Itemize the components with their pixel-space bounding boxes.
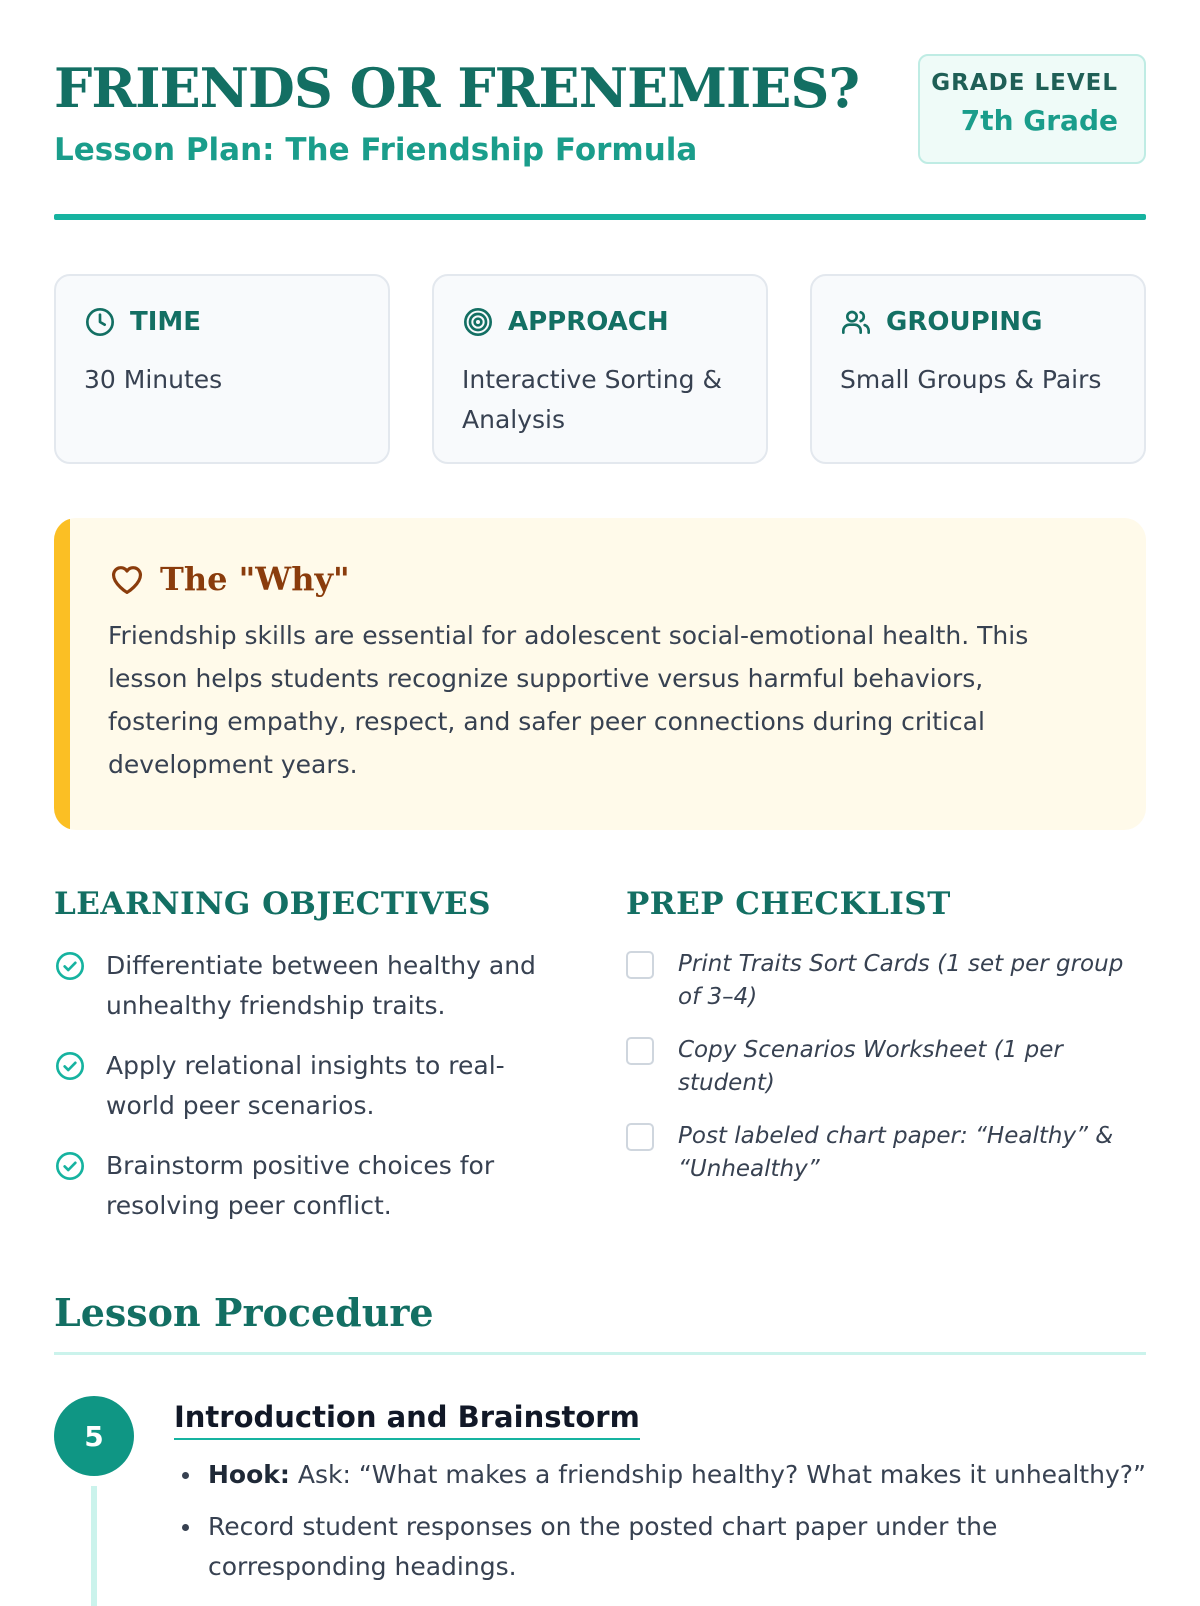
approach-card bbox=[432, 274, 768, 464]
checkbox[interactable] bbox=[626, 1123, 654, 1151]
why-box bbox=[54, 518, 1146, 830]
procedure-divider bbox=[54, 1352, 1146, 1355]
time-value: 30 Minutes bbox=[84, 365, 223, 394]
info-cards bbox=[54, 274, 1146, 464]
approach-value: Interactive Sorting & Analysis bbox=[462, 365, 722, 434]
step-items bbox=[174, 1455, 1146, 1599]
objective-item bbox=[54, 1146, 626, 1226]
grade-level-label: GRADE LEVEL bbox=[931, 70, 1118, 96]
procedure-title: Lesson Procedure bbox=[54, 1290, 434, 1335]
step-title: Introduction and Brainstorm bbox=[174, 1400, 640, 1440]
checklist-title: PREP CHECKLIST bbox=[626, 886, 951, 922]
time-label: TIME bbox=[130, 307, 202, 337]
checklist-item bbox=[626, 948, 1146, 1014]
header bbox=[54, 0, 1146, 222]
step-item: Record student responses on the posted chart paper under the corresponding headings. bbox=[174, 1507, 1146, 1587]
objectives-and-checklist bbox=[54, 886, 1146, 1246]
why-body: Friendship skills are essential for adolescent social-emotional health. This lesson helps students recognize supportive versus harmful behaviors, fostering empathy, respect, and safer peer connections during critical development years. bbox=[108, 621, 1029, 779]
objective-text: Differentiate between healthy and unhealthy friendship traits. bbox=[106, 951, 536, 1020]
hook-text: Ask: “What makes a friendship healthy? What makes it unhealthy?” bbox=[289, 1460, 1146, 1489]
prep-checklist bbox=[626, 886, 1146, 1246]
check-circle-icon bbox=[54, 1150, 86, 1182]
objective-text: Brainstorm positive choices for resolving peer conflict. bbox=[106, 1151, 495, 1220]
heart-icon bbox=[108, 560, 146, 598]
grade-level-badge bbox=[918, 54, 1146, 164]
users-icon bbox=[840, 306, 872, 338]
step-timeline-line bbox=[91, 1486, 97, 1606]
checklist-item bbox=[626, 1034, 1146, 1100]
grouping-label: GROUPING bbox=[886, 307, 1043, 337]
checklist-text: Post labeled chart paper: “Healthy” & “Unhealthy” bbox=[678, 1123, 1114, 1182]
grouping-card bbox=[810, 274, 1146, 464]
approach-label: APPROACH bbox=[508, 307, 669, 337]
checkbox[interactable] bbox=[626, 951, 654, 979]
grade-level-value: 7th Grade bbox=[960, 104, 1118, 137]
hook-label: Hook: bbox=[208, 1460, 290, 1489]
checklist-text: Copy Scenarios Worksheet (1 per student) bbox=[678, 1037, 1063, 1096]
checkbox[interactable] bbox=[626, 1037, 654, 1065]
clock-icon bbox=[84, 306, 116, 338]
header-divider bbox=[54, 214, 1146, 220]
check-circle-icon bbox=[54, 950, 86, 982]
why-accent-bar bbox=[54, 518, 70, 830]
step-number-badge: 5 bbox=[54, 1396, 134, 1476]
step-item-hook bbox=[174, 1455, 1146, 1495]
page-subtitle: Lesson Plan: The Friendship Formula bbox=[54, 132, 698, 168]
learning-objectives bbox=[54, 886, 626, 1246]
checklist-item bbox=[626, 1120, 1146, 1186]
why-title: The "Why" bbox=[160, 560, 350, 598]
page-title: FRIENDS OR FRENEMIES? bbox=[54, 56, 860, 120]
time-card bbox=[54, 274, 390, 464]
checklist-text: Print Traits Sort Cards (1 set per group of 3–4) bbox=[678, 951, 1124, 1010]
objectives-title: LEARNING OBJECTIVES bbox=[54, 886, 491, 922]
grouping-value: Small Groups & Pairs bbox=[840, 365, 1102, 394]
objective-item bbox=[54, 946, 626, 1026]
target-icon bbox=[462, 306, 494, 338]
check-circle-icon bbox=[54, 1050, 86, 1082]
objective-item bbox=[54, 1046, 626, 1126]
objective-text: Apply relational insights to real-world peer scenarios. bbox=[106, 1051, 505, 1120]
